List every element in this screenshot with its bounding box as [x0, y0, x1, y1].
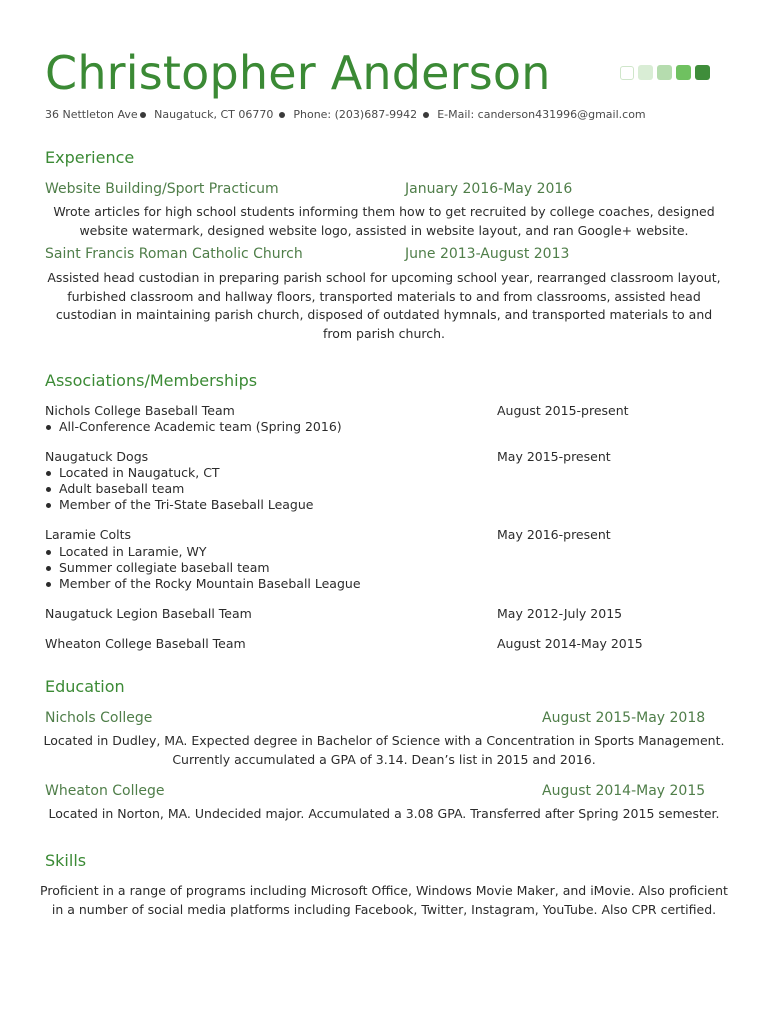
bullet-icon [46, 550, 51, 555]
job-description: Assisted head custodian in preparing parish school for upcoming school year, rearranged classroom layout, furbished classroom and hallway floors, transported materials to and from classrooms, assisted head custodian in maintaining parish church, disposed of outdated hymnals, and transported materials to and from parish church. [47, 270, 721, 341]
bullet-icon [46, 471, 51, 476]
list-item: Summer collegiate baseball team [45, 560, 361, 576]
bullet-icon [46, 582, 51, 587]
list-item: Member of the Tri-State Baseball League [45, 497, 313, 513]
school-description: Located in Norton, MA. Undecided major. Accumulated a 3.08 GPA. Transferred after Spring 2015 semester. [48, 806, 720, 821]
association-dates: August 2014-May 2015 [497, 636, 643, 651]
bullet-icon [46, 503, 51, 508]
job-dates: June 2013-August 2013 [405, 246, 570, 262]
email: E-Mail: canderson431996@gmail.com [437, 108, 646, 121]
association-dates: May 2012-July 2015 [497, 606, 623, 621]
city: Naugatuck, CT 06770 [154, 108, 274, 121]
school-dates: August 2015-May 2018 [542, 710, 706, 726]
color-square [638, 65, 653, 80]
list-item: Member of the Rocky Mountain Baseball League [45, 576, 361, 592]
school-name: Wheaton College [45, 783, 165, 799]
associations-heading: Associations/Memberships [45, 371, 258, 390]
association-bullets [45, 544, 361, 592]
association-name: Naugatuck Dogs [45, 449, 149, 464]
association-dates: August 2015-present [497, 403, 629, 418]
association-name: Nichols College Baseball Team [45, 403, 235, 418]
list-item: Located in Laramie, WY [45, 544, 361, 560]
bullet-icon [46, 425, 51, 430]
association-bullets [45, 465, 313, 513]
association-name: Laramie Colts [45, 527, 131, 542]
bullet-dot-icon [140, 112, 146, 118]
school-dates: August 2014-May 2015 [542, 783, 706, 799]
association-name: Naugatuck Legion Baseball Team [45, 606, 252, 621]
bullet-dot-icon [279, 112, 285, 118]
list-item: Located in Naugatuck, CT [45, 465, 313, 481]
contact-line [45, 108, 646, 122]
job-dates: January 2016-May 2016 [405, 181, 573, 197]
skills-description: Proficient in a range of programs including Microsoft Office, Windows Movie Maker, and iMovie. Also proficient in a number of social media platforms including Facebook, Twitter, Instagram, YouTube. Also CPR certified. [40, 883, 728, 917]
address: 36 Nettleton Ave [45, 108, 138, 121]
phone: Phone: (203)687-9942 [293, 108, 418, 121]
color-square [695, 65, 710, 80]
job-title: Saint Francis Roman Catholic Church [45, 246, 303, 262]
color-square [657, 65, 672, 80]
list-item: Adult baseball team [45, 481, 313, 497]
bullet-dot-icon [423, 112, 429, 118]
association-dates: May 2015-present [497, 449, 611, 464]
experience-heading: Experience [45, 148, 135, 167]
color-square [620, 66, 634, 80]
education-heading: Education [45, 677, 125, 696]
association-bullets [45, 419, 342, 435]
color-square [676, 65, 691, 80]
list-item: All-Conference Academic team (Spring 2016) [45, 419, 342, 435]
skills-heading: Skills [45, 851, 87, 870]
color-squares-decoration [620, 65, 710, 83]
candidate-name: Christopher Anderson [45, 46, 551, 100]
bullet-icon [46, 566, 51, 571]
association-name: Wheaton College Baseball Team [45, 636, 246, 651]
association-dates: May 2016-present [497, 527, 611, 542]
school-description: Located in Dudley, MA. Expected degree in Bachelor of Science with a Concentration in Sports Management. Currently accumulated a GPA of 3.14. Dean’s list in 2015 and 2016. [43, 733, 725, 767]
school-name: Nichols College [45, 710, 153, 726]
bullet-icon [46, 487, 51, 492]
job-title: Website Building/Sport Practicum [45, 181, 279, 197]
job-description: Wrote articles for high school students informing them how to get recruited by college coaches, designed website watermark, designed website logo, assisted in website layout, and ran Google+ website. [53, 204, 715, 238]
